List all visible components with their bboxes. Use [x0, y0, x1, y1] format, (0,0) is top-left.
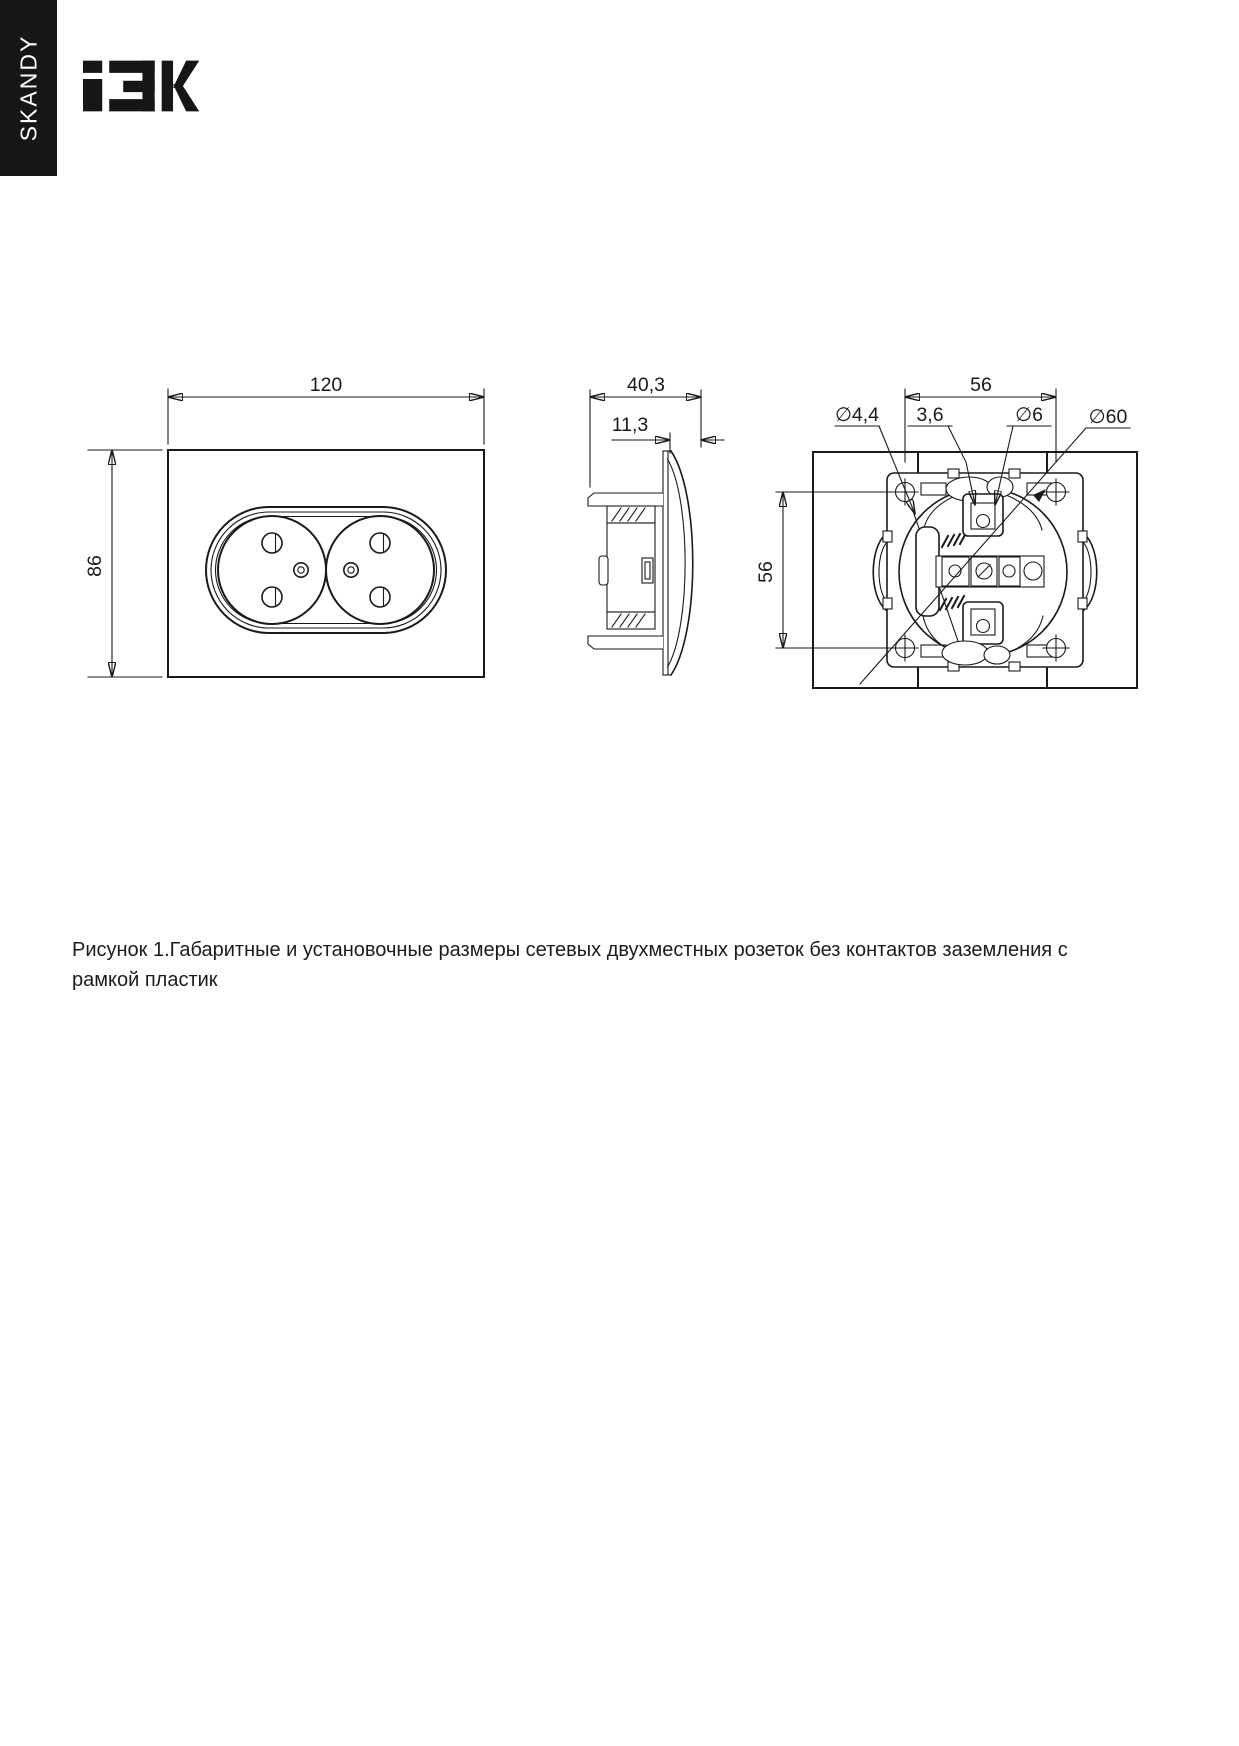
- figure-caption: Рисунок 1.Габаритные и установочные размеры сетевых двухместных розеток без контактов заземления с рамкой пластик: [72, 939, 1068, 991]
- series-name: SKANDY: [15, 34, 41, 142]
- side-plate-dimension: 11,3: [611, 414, 649, 436]
- dimension-drawing: [0, 0, 1239, 780]
- back-top-width-dimension: 56: [970, 374, 992, 396]
- back-side-height-dimension: 56: [755, 561, 777, 583]
- screw-hole-callout: ∅4,4: [834, 404, 880, 426]
- back-view-drawing: [755, 374, 1137, 688]
- side-view-drawing: [588, 374, 724, 675]
- terminal-row: [936, 556, 1044, 587]
- front-view-drawing: [84, 374, 484, 677]
- hole-callout: ∅6: [1015, 404, 1043, 426]
- claw-slot-callout: 3,6: [916, 404, 944, 426]
- front-height-dimension: 86: [84, 555, 106, 577]
- body-diameter-callout: ∅60: [1088, 406, 1128, 428]
- front-width-dimension: 120: [309, 374, 343, 396]
- side-depth-dimension: 40,3: [627, 374, 665, 396]
